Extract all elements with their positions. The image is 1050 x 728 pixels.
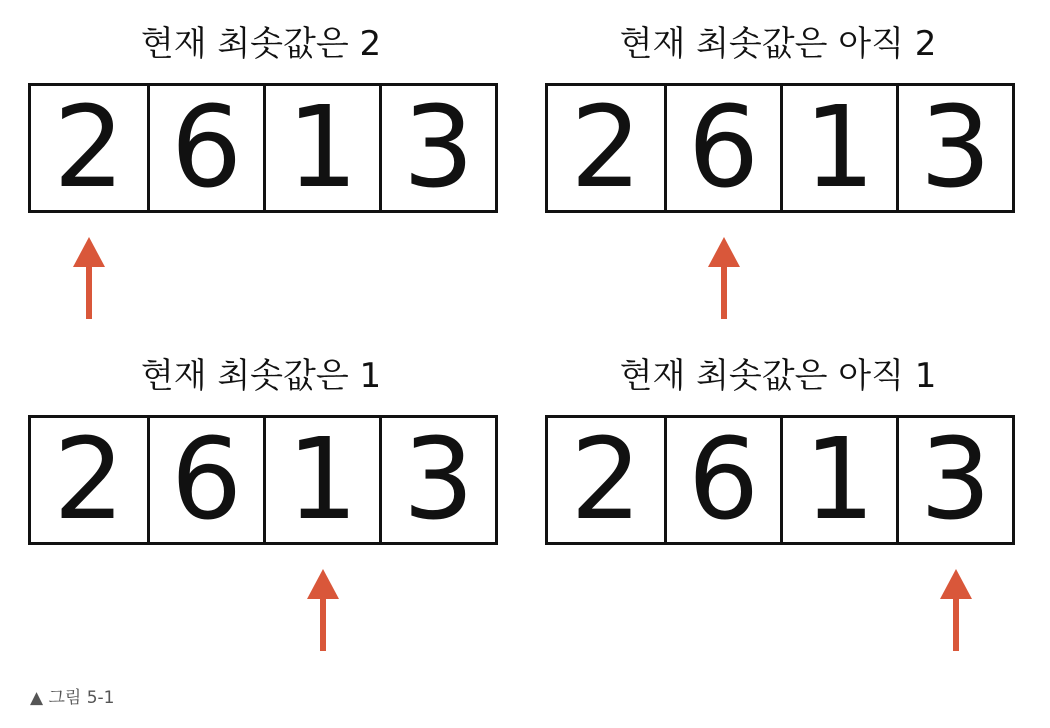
- array-cell: 6: [147, 418, 263, 542]
- array-box: [28, 83, 498, 213]
- step-panel-2: [545, 20, 1025, 340]
- array-cell: 6: [664, 418, 780, 542]
- array-cell: 3: [379, 86, 495, 210]
- array-cell: 1: [780, 418, 896, 542]
- array-cell: 2: [570, 415, 642, 545]
- panel-caption: 현재 최솟값은 1: [140, 356, 382, 396]
- up-arrow-icon: [938, 569, 974, 651]
- array-cell: 2: [53, 415, 125, 545]
- array-box: [545, 415, 1015, 545]
- panel-caption: 현재 최솟값은 아직 2: [619, 24, 937, 64]
- up-arrow-icon: [706, 237, 742, 319]
- array-cell: 3: [896, 86, 1012, 210]
- array-cell: 3: [896, 418, 1012, 542]
- figure-caption: ▲ 그림 5-1: [30, 688, 115, 708]
- array-cell: 2: [53, 83, 125, 213]
- array-cell: 1: [263, 86, 379, 210]
- array-cell: 6: [664, 86, 780, 210]
- step-panel-3: [28, 352, 508, 672]
- step-panel-1: [28, 20, 508, 340]
- up-arrow-icon: [305, 569, 341, 651]
- up-arrow-icon: [71, 237, 107, 319]
- array-cell: 1: [780, 86, 896, 210]
- step-panel-4: [545, 352, 1025, 672]
- array-box: [545, 83, 1015, 213]
- panel-caption: 현재 최솟값은 2: [140, 24, 382, 64]
- array-cell: 3: [379, 418, 495, 542]
- panel-caption: 현재 최솟값은 아직 1: [619, 356, 937, 396]
- array-cell: 1: [263, 418, 379, 542]
- array-cell: 6: [147, 86, 263, 210]
- array-box: [28, 415, 498, 545]
- array-cell: 2: [570, 83, 642, 213]
